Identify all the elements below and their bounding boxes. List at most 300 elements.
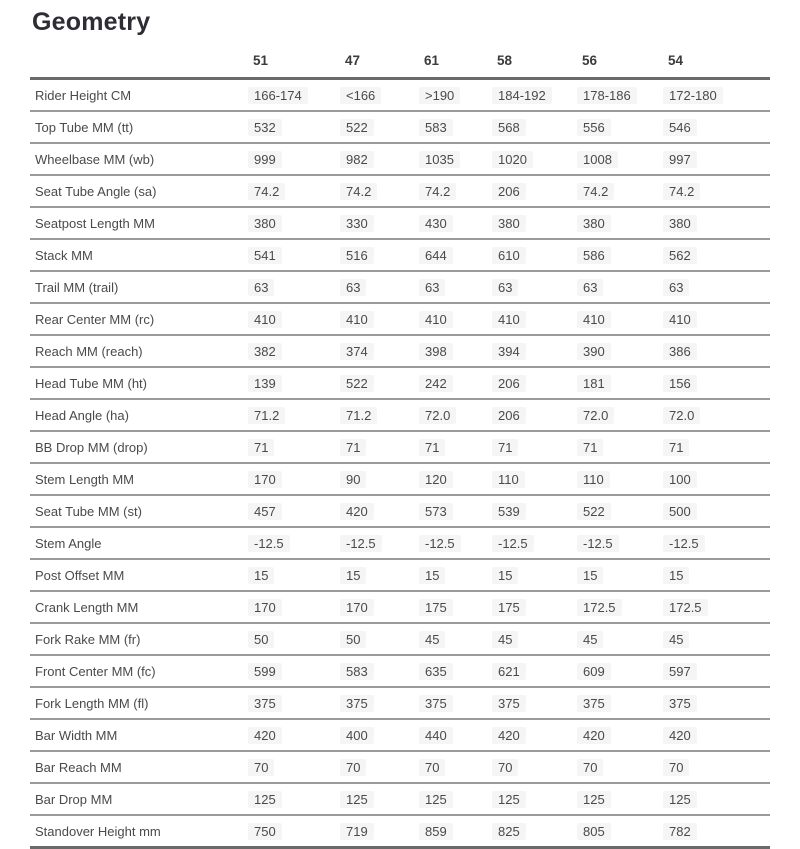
cell-value: 45 [577, 631, 603, 648]
cell-value: 172.5 [663, 599, 708, 616]
table-cell [345, 527, 424, 559]
table-cell [345, 399, 424, 431]
table-cell [582, 527, 668, 559]
cell-value: 72.0 [419, 407, 456, 424]
table-cell [424, 687, 497, 719]
cell-value: 410 [577, 311, 611, 328]
cell-value: 1035 [419, 151, 460, 168]
table-cell [424, 527, 497, 559]
cell-value: >190 [419, 87, 460, 104]
cell-value: 71.2 [340, 407, 377, 424]
cell-value: 178-186 [577, 87, 637, 104]
table-cell [497, 431, 582, 463]
table-row [30, 335, 770, 367]
cell-value: 170 [248, 599, 282, 616]
table-row [30, 463, 770, 495]
table-cell [345, 79, 424, 112]
cell-value: 750 [248, 823, 282, 840]
cell-value: 110 [492, 471, 525, 488]
row-label: Rider Height CM [30, 79, 253, 112]
table-cell [345, 655, 424, 687]
table-cell [253, 527, 345, 559]
cell-value: 457 [248, 503, 282, 520]
column-header-58: 58 [497, 53, 582, 79]
cell-value: -12.5 [340, 535, 382, 552]
table-cell [253, 399, 345, 431]
cell-value: 1020 [492, 151, 533, 168]
cell-value: 609 [577, 663, 611, 680]
cell-value: 71 [340, 439, 366, 456]
cell-value: 125 [419, 791, 453, 808]
cell-value: 375 [248, 695, 282, 712]
cell-value: 635 [419, 663, 453, 680]
cell-value: 110 [577, 471, 610, 488]
table-cell [424, 207, 497, 239]
cell-value: 430 [419, 215, 453, 232]
cell-value: 170 [248, 471, 282, 488]
cell-value: 139 [248, 375, 282, 392]
cell-value: 74.2 [663, 183, 700, 200]
table-cell [345, 239, 424, 271]
cell-value: 997 [663, 151, 697, 168]
table-cell [497, 175, 582, 207]
table-cell [582, 271, 668, 303]
table-cell [345, 335, 424, 367]
table-cell [582, 335, 668, 367]
cell-value: 71 [492, 439, 518, 456]
table-cell [345, 175, 424, 207]
table-cell [668, 79, 770, 112]
table-cell [253, 687, 345, 719]
cell-value: -12.5 [663, 535, 705, 552]
table-cell [582, 783, 668, 815]
table-cell [253, 655, 345, 687]
table-cell [253, 463, 345, 495]
table-cell [668, 527, 770, 559]
cell-value: 45 [663, 631, 689, 648]
table-cell [582, 623, 668, 655]
table-cell [497, 655, 582, 687]
cell-value: 71.2 [248, 407, 285, 424]
cell-value: 15 [577, 567, 603, 584]
cell-value: 70 [492, 759, 518, 776]
table-cell [345, 111, 424, 143]
cell-value: 386 [663, 343, 697, 360]
row-label: Bar Width MM [30, 719, 253, 751]
row-label: Head Tube MM (ht) [30, 367, 253, 399]
cell-value: 586 [577, 247, 611, 264]
table-cell [668, 335, 770, 367]
table-cell [253, 719, 345, 751]
table-cell [668, 783, 770, 815]
cell-value: 556 [577, 119, 611, 136]
cell-value: 71 [577, 439, 603, 456]
cell-value: 125 [663, 791, 697, 808]
cell-value: 15 [248, 567, 274, 584]
table-cell [424, 783, 497, 815]
table-cell [253, 783, 345, 815]
cell-value: 440 [419, 727, 453, 744]
cell-value: 420 [248, 727, 282, 744]
cell-value: 74.2 [340, 183, 377, 200]
cell-value: 50 [340, 631, 366, 648]
row-label: Front Center MM (fc) [30, 655, 253, 687]
cell-value: 573 [419, 503, 453, 520]
table-cell [253, 495, 345, 527]
table-cell [497, 367, 582, 399]
table-cell [253, 143, 345, 175]
cell-value: 74.2 [419, 183, 456, 200]
cell-value: -12.5 [248, 535, 290, 552]
cell-value: 621 [492, 663, 526, 680]
table-cell [497, 79, 582, 112]
table-row [30, 495, 770, 527]
table-cell [253, 303, 345, 335]
cell-value: 400 [340, 727, 374, 744]
table-cell [345, 207, 424, 239]
table-cell [253, 559, 345, 591]
cell-value: 583 [340, 663, 374, 680]
table-cell [668, 271, 770, 303]
table-cell [497, 751, 582, 783]
cell-value: 71 [248, 439, 274, 456]
table-cell [668, 111, 770, 143]
table-cell [582, 303, 668, 335]
table-cell [668, 175, 770, 207]
page-title: Geometry [32, 8, 151, 36]
cell-value: 125 [248, 791, 282, 808]
table-row [30, 719, 770, 751]
cell-value: 70 [340, 759, 366, 776]
cell-value: 375 [492, 695, 526, 712]
table-row [30, 431, 770, 463]
table-cell [668, 655, 770, 687]
cell-value: 782 [663, 823, 697, 840]
cell-value: 50 [248, 631, 274, 648]
cell-value: 597 [663, 663, 697, 680]
table-cell [424, 79, 497, 112]
cell-value: 410 [248, 311, 282, 328]
cell-value: 175 [492, 599, 526, 616]
table-cell [424, 143, 497, 175]
cell-value: 522 [340, 119, 374, 136]
table-cell [424, 559, 497, 591]
table-cell [497, 143, 582, 175]
table-cell [424, 719, 497, 751]
table-cell [668, 687, 770, 719]
table-row [30, 655, 770, 687]
cell-value: 74.2 [577, 183, 614, 200]
cell-value: 583 [419, 119, 453, 136]
table-cell [668, 367, 770, 399]
cell-value: 410 [492, 311, 526, 328]
cell-value: 125 [340, 791, 374, 808]
table-cell [582, 655, 668, 687]
cell-value: 63 [248, 279, 274, 296]
table-cell [253, 111, 345, 143]
table-cell [582, 79, 668, 112]
table-cell [424, 399, 497, 431]
cell-value: 63 [492, 279, 518, 296]
cell-value: 120 [419, 471, 453, 488]
table-cell [345, 303, 424, 335]
cell-value: 175 [419, 599, 453, 616]
table-cell [345, 687, 424, 719]
table-row [30, 111, 770, 143]
table-cell [345, 143, 424, 175]
cell-value: 420 [577, 727, 611, 744]
cell-value: 156 [663, 375, 697, 392]
cell-value: 394 [492, 343, 526, 360]
table-cell [497, 687, 582, 719]
cell-value: 125 [492, 791, 526, 808]
column-header-47: 47 [345, 53, 424, 79]
table-cell [497, 527, 582, 559]
table-cell [582, 559, 668, 591]
table-cell [424, 367, 497, 399]
row-label: Fork Rake MM (fr) [30, 623, 253, 655]
cell-value: 859 [419, 823, 453, 840]
cell-value: 166-174 [248, 87, 308, 104]
table-cell [668, 207, 770, 239]
table-cell [582, 591, 668, 623]
cell-value: 45 [419, 631, 445, 648]
table-cell [497, 303, 582, 335]
table-cell [424, 495, 497, 527]
cell-value: 63 [577, 279, 603, 296]
cell-value: -12.5 [419, 535, 461, 552]
table-cell [253, 207, 345, 239]
cell-value: 420 [340, 503, 374, 520]
table-row [30, 303, 770, 335]
table-cell [668, 559, 770, 591]
table-body [30, 79, 770, 848]
table-cell [345, 591, 424, 623]
table-cell [497, 335, 582, 367]
cell-value: 541 [248, 247, 282, 264]
table-row [30, 623, 770, 655]
cell-value: 380 [248, 215, 282, 232]
cell-value: 1008 [577, 151, 618, 168]
table-header-row [30, 53, 770, 79]
table-cell [582, 751, 668, 783]
cell-value: 568 [492, 119, 526, 136]
table-cell [345, 559, 424, 591]
table-cell [497, 495, 582, 527]
row-label: Post Offset MM [30, 559, 253, 591]
cell-value: 410 [340, 311, 374, 328]
table-cell [424, 623, 497, 655]
table-row [30, 751, 770, 783]
table-cell [497, 111, 582, 143]
table-cell [582, 367, 668, 399]
cell-value: 562 [663, 247, 697, 264]
cell-value: 74.2 [248, 183, 285, 200]
cell-value: 999 [248, 151, 282, 168]
table-row [30, 399, 770, 431]
cell-value: 125 [577, 791, 611, 808]
cell-value: 982 [340, 151, 374, 168]
table-row [30, 687, 770, 719]
row-label: Trail MM (trail) [30, 271, 253, 303]
cell-value: 522 [577, 503, 611, 520]
table-cell [253, 79, 345, 112]
cell-value: 380 [663, 215, 697, 232]
table-cell [582, 175, 668, 207]
cell-value: 375 [419, 695, 453, 712]
table-cell [582, 431, 668, 463]
cell-value: 532 [248, 119, 282, 136]
table-cell [497, 239, 582, 271]
cell-value: 380 [492, 215, 526, 232]
cell-value: 63 [340, 279, 366, 296]
cell-value: 206 [492, 407, 526, 424]
row-label: Stem Length MM [30, 463, 253, 495]
row-label: Bar Drop MM [30, 783, 253, 815]
cell-value: 500 [663, 503, 697, 520]
table-cell [424, 751, 497, 783]
table-cell [497, 815, 582, 848]
table-cell [253, 431, 345, 463]
column-header-51: 51 [253, 53, 345, 79]
cell-value: 206 [492, 183, 526, 200]
table-cell [582, 719, 668, 751]
cell-value: 410 [419, 311, 453, 328]
column-header-61: 61 [424, 53, 497, 79]
cell-value: 539 [492, 503, 526, 520]
cell-value: 70 [419, 759, 445, 776]
row-label: Top Tube MM (tt) [30, 111, 253, 143]
cell-value: 420 [663, 727, 697, 744]
table-cell [668, 239, 770, 271]
cell-value: 546 [663, 119, 697, 136]
table-cell [424, 271, 497, 303]
cell-value: 100 [663, 471, 697, 488]
table-cell [345, 495, 424, 527]
cell-value: 610 [492, 247, 526, 264]
cell-value: <166 [340, 87, 381, 104]
cell-value: 330 [340, 215, 374, 232]
cell-value: 390 [577, 343, 611, 360]
table-cell [668, 623, 770, 655]
table-cell [497, 399, 582, 431]
table-row [30, 271, 770, 303]
cell-value: 375 [340, 695, 374, 712]
table-cell [253, 623, 345, 655]
row-label: Seatpost Length MM [30, 207, 253, 239]
row-label: Fork Length MM (fl) [30, 687, 253, 719]
cell-value: 15 [419, 567, 445, 584]
table-cell [424, 463, 497, 495]
cell-value: 45 [492, 631, 518, 648]
cell-value: 184-192 [492, 87, 552, 104]
cell-value: 382 [248, 343, 282, 360]
table-cell [582, 239, 668, 271]
table-cell [497, 559, 582, 591]
row-label: Stem Angle [30, 527, 253, 559]
row-label: Reach MM (reach) [30, 335, 253, 367]
cell-value: 242 [419, 375, 453, 392]
table-cell [253, 239, 345, 271]
table-row [30, 239, 770, 271]
table-row [30, 815, 770, 848]
table-cell [424, 111, 497, 143]
row-label: Crank Length MM [30, 591, 253, 623]
table-cell [424, 655, 497, 687]
cell-value: 15 [663, 567, 689, 584]
cell-value: 70 [248, 759, 274, 776]
table-cell [582, 815, 668, 848]
cell-value: -12.5 [577, 535, 619, 552]
cell-value: 374 [340, 343, 374, 360]
row-label: Head Angle (ha) [30, 399, 253, 431]
table-row [30, 527, 770, 559]
table-cell [253, 751, 345, 783]
row-label: Seat Tube Angle (sa) [30, 175, 253, 207]
table-cell [582, 111, 668, 143]
cell-value: 516 [340, 247, 374, 264]
table-cell [345, 783, 424, 815]
cell-value: 375 [577, 695, 611, 712]
table-cell [497, 623, 582, 655]
table-cell [582, 399, 668, 431]
cell-value: 522 [340, 375, 374, 392]
cell-value: 71 [663, 439, 689, 456]
row-label: Rear Center MM (rc) [30, 303, 253, 335]
table-cell [497, 591, 582, 623]
cell-value: 71 [419, 439, 445, 456]
cell-value: 70 [663, 759, 689, 776]
table-cell [345, 367, 424, 399]
row-label: BB Drop MM (drop) [30, 431, 253, 463]
table-cell [253, 175, 345, 207]
cell-value: 206 [492, 375, 526, 392]
cell-value: 72.0 [577, 407, 614, 424]
table-row [30, 207, 770, 239]
table-cell [345, 271, 424, 303]
cell-value: 170 [340, 599, 374, 616]
cell-value: 719 [340, 823, 374, 840]
table-cell [668, 591, 770, 623]
cell-value: 420 [492, 727, 526, 744]
table-cell [668, 815, 770, 848]
table-cell [253, 591, 345, 623]
cell-value: 805 [577, 823, 611, 840]
cell-value: 181 [577, 375, 611, 392]
row-label: Seat Tube MM (st) [30, 495, 253, 527]
table-cell [582, 687, 668, 719]
cell-value: 15 [492, 567, 518, 584]
table-cell [424, 175, 497, 207]
table-cell [668, 431, 770, 463]
table-cell [497, 463, 582, 495]
table-row [30, 367, 770, 399]
table-cell [668, 303, 770, 335]
table-cell [582, 463, 668, 495]
row-label: Stack MM [30, 239, 253, 271]
table-cell [345, 719, 424, 751]
table-cell [345, 751, 424, 783]
cell-value: 410 [663, 311, 697, 328]
row-label: Wheelbase MM (wb) [30, 143, 253, 175]
table-row [30, 175, 770, 207]
table-row [30, 783, 770, 815]
table-cell [345, 463, 424, 495]
table-cell [668, 751, 770, 783]
table-cell [582, 207, 668, 239]
table-cell [424, 815, 497, 848]
cell-value: 644 [419, 247, 453, 264]
